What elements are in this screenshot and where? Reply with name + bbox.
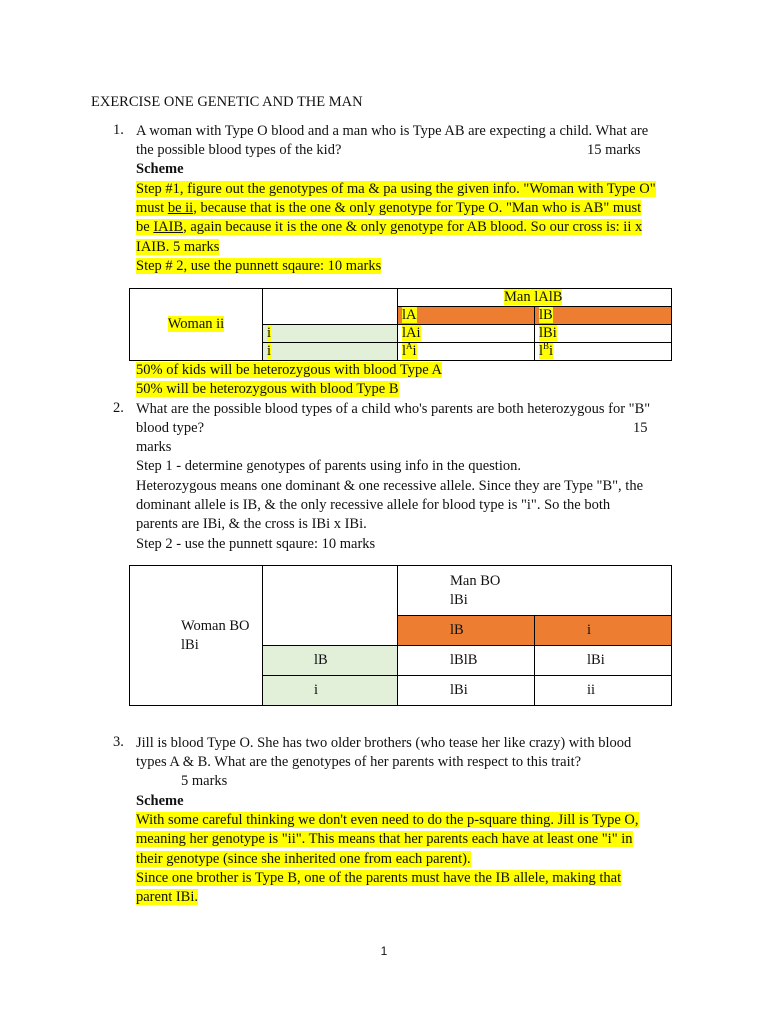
cell-r2c2-label xyxy=(539,343,553,359)
cell-r2c2-sup: B xyxy=(543,341,550,352)
cell2-r1c2: lBi xyxy=(535,646,672,676)
allele-col-b-2: i xyxy=(535,616,672,646)
q1-step2-text: Step # 2, use the punnett sqaure: 10 marks xyxy=(136,258,382,274)
allele-col-a-2: lB xyxy=(398,616,535,646)
cell-r1c1 xyxy=(398,325,535,343)
question-1-number: 1. xyxy=(113,122,124,138)
woman-bo-cell xyxy=(130,566,263,706)
woman-bo-label: Woman BO xyxy=(181,617,250,634)
question-1-marks: 15 marks xyxy=(587,142,641,158)
empty-corner-cell-2 xyxy=(263,566,398,646)
question-3-number: 3. xyxy=(113,734,124,750)
q3-scheme-line2-text: meaning her genotype is "ii". This means that her parents each have at least one "i" in xyxy=(136,831,633,847)
question-3-text-line2: types A & B. What are the genotypes of her parents with respect to this trait? xyxy=(136,754,582,770)
cell-r2c2-base: l xyxy=(539,343,544,359)
cell-r2c1-tail: i xyxy=(412,343,417,359)
question-2-marks-number: 15 xyxy=(633,420,648,436)
man-header-cell xyxy=(398,289,672,307)
cell-r1c2 xyxy=(535,325,672,343)
q1-step1-line3-b: IAIB xyxy=(153,219,184,235)
q1-result-1-text: 50% of kids will be heterozygous with blood Type A xyxy=(136,362,443,378)
q3-scheme-line5 xyxy=(136,888,198,907)
cell2-r2c1: lBi xyxy=(398,676,535,706)
woman-ii-cell xyxy=(130,289,263,361)
q2-explain-line3: parents are IBi, & the cross is IBi x IBi. xyxy=(136,516,367,532)
cell-r2c2 xyxy=(535,343,672,361)
q1-step1-line3 xyxy=(136,218,642,237)
q1-step1-line2 xyxy=(136,199,641,218)
cell2-r2c2: ii xyxy=(535,676,672,706)
cell-r2c1-sup: A xyxy=(406,341,413,352)
woman-ii-label: Woman ii xyxy=(167,316,225,332)
cell-r2c1 xyxy=(398,343,535,361)
allele-row-2-2: i xyxy=(263,676,398,706)
question-3-scheme-heading: Scheme xyxy=(136,793,184,809)
q2-step2-line: Step 2 - use the punnett sqaure: 10 marks xyxy=(136,536,376,552)
q1-result-2 xyxy=(136,380,399,399)
cell-r2c1-base: l xyxy=(402,343,407,359)
q3-scheme-line4-text: Since one brother is Type B, one of the parents must have the IB allele, making that xyxy=(136,870,622,886)
allele-row-1-label: i xyxy=(267,325,272,341)
allele-row-1-2: lB xyxy=(263,646,398,676)
page-number: 1 xyxy=(380,944,388,958)
question-2-text-line1: What are the possible blood types of a child who's parents are both heterozygous for "B" xyxy=(136,401,651,417)
document-title: EXERCISE ONE GENETIC AND THE MAN xyxy=(91,94,363,110)
question-3-text-line1: Jill is blood Type O. She has two older brothers (who tease her like crazy) with blood xyxy=(136,735,632,751)
q3-scheme-line1 xyxy=(136,811,639,830)
q1-step1-line2-b: be ii xyxy=(167,200,194,216)
q1-step1-line4 xyxy=(136,238,219,257)
cell-r2c2-tail: i xyxy=(549,343,554,359)
q1-step2-line xyxy=(136,257,381,276)
q1-step1-line1-text: Step #1, figure out the genotypes of ma & pa using the given info. "Woman with Type O" xyxy=(136,181,656,197)
allele-col-a xyxy=(398,307,535,325)
q1-result-1 xyxy=(136,361,442,380)
q3-scheme-line5-text: parent IBi. xyxy=(136,889,199,905)
man-bo-genotype: lBi xyxy=(450,591,468,608)
q2-explain-line2: dominant allele is IB, & the only recessive allele for blood type is "i". So the both xyxy=(136,497,611,513)
q1-step1-line4-text: IAIB. 5 marks xyxy=(136,239,220,255)
punnett-table-1 xyxy=(129,288,672,361)
man-bo-header-cell xyxy=(398,566,672,616)
q2-step1-line: Step 1 - determine genotypes of parents using info in the question. xyxy=(136,458,521,474)
question-1-text-line1: A woman with Type O blood and a man who is Type AB are expecting a child. What are xyxy=(136,123,649,139)
man-bo-label: Man BO xyxy=(450,572,501,589)
q1-step1-line2-a: must xyxy=(136,200,168,216)
punnett-table-2 xyxy=(129,565,672,706)
question-2-text-line2: blood type? xyxy=(136,420,205,436)
q2-explain-line1: Heterozygous means one dominant & one recessive allele. Since they are Type "B", the xyxy=(136,478,644,494)
q3-scheme-line2 xyxy=(136,830,633,849)
question-2-number: 2. xyxy=(113,400,124,416)
cell-r2c1-label xyxy=(402,343,417,359)
q1-step1-line3-c: , again because it is the one & only genotype for AB blood. So our cross is: ii x xyxy=(183,219,643,235)
empty-corner-cell xyxy=(263,289,398,325)
allele-col-a-label: lA xyxy=(402,307,417,323)
q3-scheme-line3 xyxy=(136,850,471,869)
question-2-marks-word: marks xyxy=(136,439,172,455)
q3-scheme-line3-text: their genotype (since she inherited one from each parent). xyxy=(136,851,471,867)
q3-scheme-line1-text: With some careful thinking we don't even need to do the p-square thing. Jill is Type O, xyxy=(136,812,639,828)
question-1-text-line2: the possible blood types of the kid? xyxy=(136,142,342,158)
woman-bo-genotype: lBi xyxy=(181,636,199,653)
allele-col-b-label: lB xyxy=(539,307,553,323)
allele-row-2-label: i xyxy=(267,343,272,359)
cell-r1c1-label: lAi xyxy=(402,325,421,341)
man-header-label: Man lAlB xyxy=(504,289,563,305)
q3-scheme-line4 xyxy=(136,869,621,888)
allele-row-1 xyxy=(263,325,398,343)
question-3-marks: 5 marks xyxy=(181,773,228,789)
allele-row-2 xyxy=(263,343,398,361)
q1-result-2-text: 50% will be heterozygous with blood Type B xyxy=(136,381,399,397)
q1-step1-line1 xyxy=(136,180,656,199)
allele-col-b xyxy=(535,307,672,325)
cell2-r1c1: lBlB xyxy=(398,646,535,676)
question-1-scheme-heading: Scheme xyxy=(136,161,184,177)
cell-r1c2-label: lBi xyxy=(539,325,557,341)
q1-step1-line3-a: be xyxy=(136,219,154,235)
q1-step1-line2-c: , because that is the one & only genotype for Type O. "Man who is AB" must xyxy=(193,200,642,216)
